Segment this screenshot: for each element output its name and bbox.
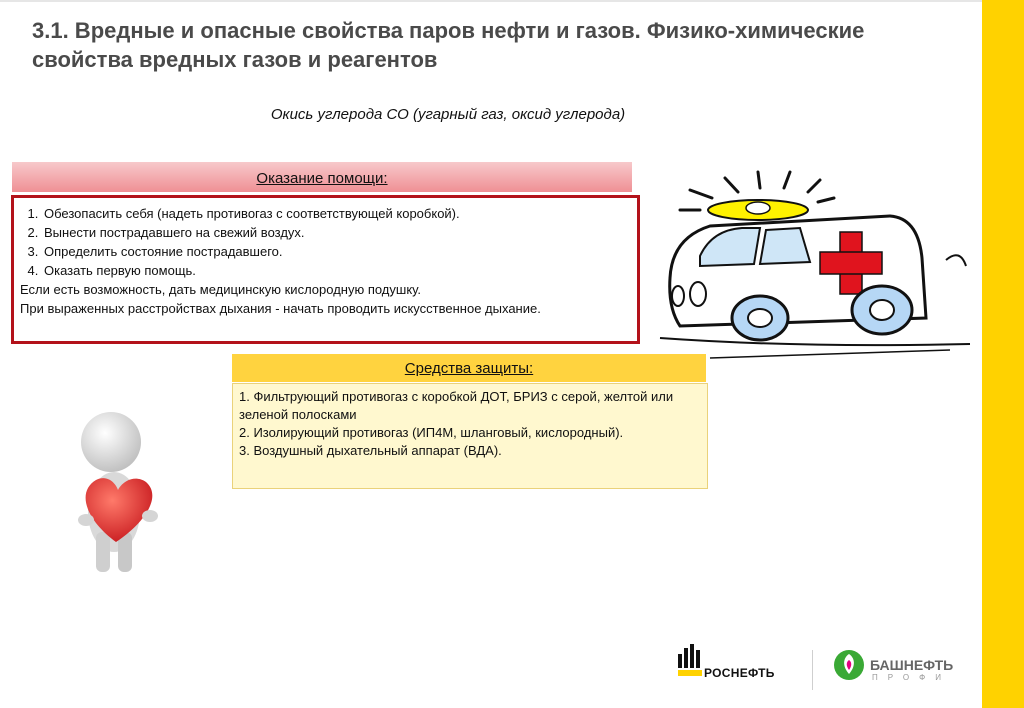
list-item: 4. Оказать первую помощь. xyxy=(42,261,631,280)
help-header-label: Оказание помощи: xyxy=(256,170,388,187)
list-item: 2. Вынести пострадавшего на свежий воздух. xyxy=(42,223,631,242)
subtitle xyxy=(0,106,896,123)
page-title: 3.1. Вредные и опасные свойства паров нефти и газов. Физико-химические свойства вредных газов и реагентов xyxy=(32,18,865,72)
help-note: При выраженных расстройствах дыхания - начать проводить искусственное дыхание. xyxy=(20,301,541,316)
help-list xyxy=(20,204,631,280)
protection-header-label: Средства защиты: xyxy=(404,360,534,377)
protection-box xyxy=(232,383,708,489)
footer-divider xyxy=(812,650,813,690)
help-box xyxy=(11,195,640,344)
protection-line: 1. Фильтрующий противогаз с коробкой ДОТ, БРИЗ с серой, желтой или зеленой полосками xyxy=(239,389,674,422)
yellow-side-bar xyxy=(982,0,1024,708)
bashneft-logo-icon xyxy=(832,648,866,682)
person-heart-icon xyxy=(66,412,166,577)
list-item: 3. Определить состояние пострадавшего. xyxy=(42,242,631,261)
rosneft-logo-icon xyxy=(676,644,704,678)
protection-line: 2. Изолирующий противогаз (ИП4М, шланговый, кислородный). xyxy=(239,425,624,440)
rosneft-logo-text: РОСНЕФТЬ xyxy=(704,666,775,680)
help-header xyxy=(12,162,632,192)
help-note: Если есть возможность, дать медицинскую кислородную подушку. xyxy=(20,282,421,297)
protection-line: 3. Воздушный дыхательный аппарат (ВДА). xyxy=(239,443,502,458)
protection-header xyxy=(232,354,706,382)
bashneft-logo-text: БАШНЕФТЬ xyxy=(870,657,954,673)
top-rule xyxy=(0,0,982,2)
bashneft-subtext: ПРОФИ xyxy=(872,673,951,682)
ambulance-icon xyxy=(650,168,975,368)
subtitle-text: Окись углерода СО (угарный газ, оксид углерода) xyxy=(270,106,626,123)
list-item: 1. Обезопасить себя (надеть противогаз с соответствующей коробкой). xyxy=(42,204,631,223)
